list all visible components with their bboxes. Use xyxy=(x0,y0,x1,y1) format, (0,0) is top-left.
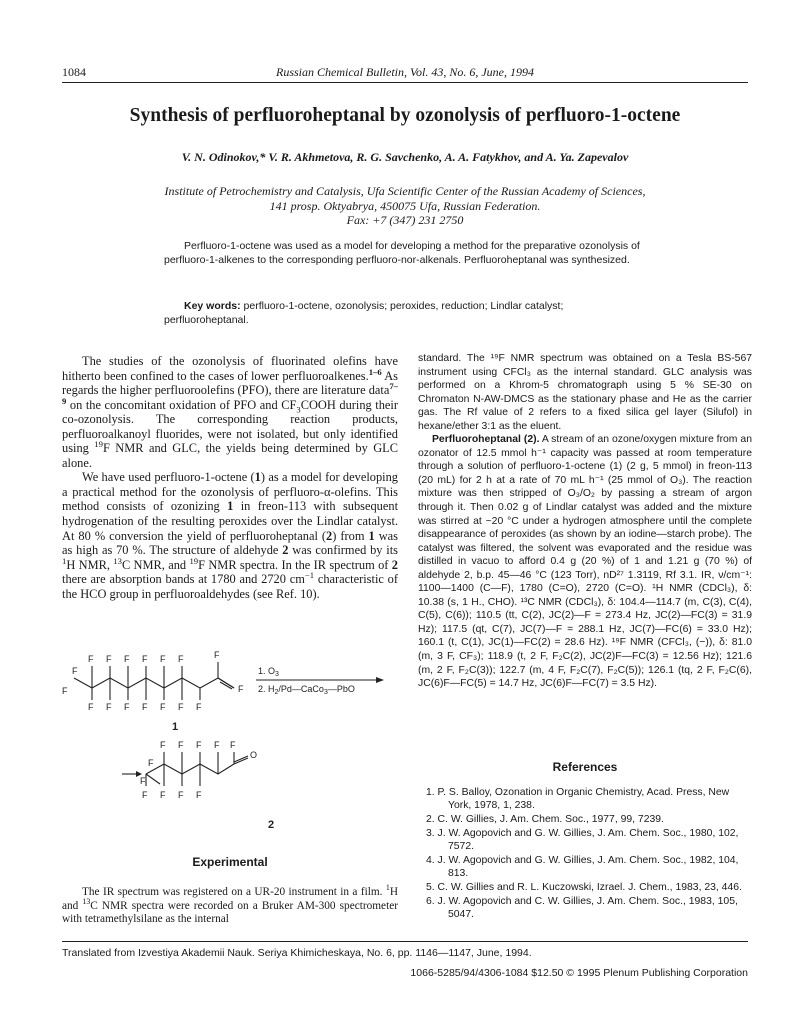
compound-2-fluorines xyxy=(140,740,257,800)
svg-text:F: F xyxy=(178,654,184,664)
methods-paragraph: standard. The ¹⁹F NMR spectrum was obtained on a Tesla BS-567 instrument using CFCl₃ as the internal standard. GLC analysis was performed on a Khrom-5 chromatograph using 5 % SE-30 on Chromaton N-AW-DMCS as the stationary phase and He as the carrier gas. The Rf value of 2 refers to a fixed silica gel layer (Silufol) in hexane/ether 3:1 as the eluent. xyxy=(418,353,752,432)
compound-2-skeleton xyxy=(146,752,248,786)
svg-text:F: F xyxy=(160,790,166,800)
svg-text:F: F xyxy=(178,702,184,712)
keywords-label: Key words: xyxy=(184,300,241,312)
svg-text:F: F xyxy=(178,790,184,800)
svg-text:F: F xyxy=(142,790,148,800)
reference-item: 6. J. W. Agopovich and C. W. Gillies, J. Am. Chem. Soc., 1983, 105, 5047. xyxy=(426,895,738,921)
svg-text:O: O xyxy=(250,750,258,760)
references-heading: References xyxy=(552,760,618,774)
reaction-scheme-svg xyxy=(62,648,398,838)
reference-item: 3. J. W. Agopovich and G. W. Gillies, J. Am. Chem. Soc., 1980, 102, 7572. xyxy=(426,827,739,853)
copyright-line: 1066-5285/94/4306-1084 $12.50 © 1995 Plenum Publishing Corporation xyxy=(410,967,748,979)
reference-item: 1. P. S. Balloy, Ozonation in Organic Chemistry, Acad. Press, New York, 1978, 1, 238. xyxy=(426,787,730,812)
compound-1-skeleton xyxy=(74,662,234,700)
reaction-scheme xyxy=(62,648,398,838)
svg-text:F: F xyxy=(140,776,146,786)
svg-text:F: F xyxy=(142,702,148,712)
reaction-conditions xyxy=(256,666,384,696)
paper-title: Synthesis of perfluoroheptanal by ozonolysis of perfluoro-1-octene xyxy=(129,105,681,126)
journal-info: Russian Chemical Bulletin, Vol. 43, No. 6, June, 1994 xyxy=(276,65,534,79)
svg-text:F: F xyxy=(214,740,220,750)
svg-text:F: F xyxy=(88,702,94,712)
translation-note: Translated from Izvestiya Akademii Nauk. Seriya Khimicheskaya, No. 6, pp. 1146—1147, June, 1994. xyxy=(62,947,532,959)
svg-text:F: F xyxy=(72,666,78,676)
keywords xyxy=(164,300,648,327)
svg-text:F: F xyxy=(214,650,220,660)
synthesis-label: Perfluoroheptanal (2). xyxy=(432,434,540,446)
svg-text:F: F xyxy=(88,654,94,664)
svg-text:F: F xyxy=(106,702,112,712)
abstract: Perfluoro-1-octene was used as a model for developing a method for the preparative ozonolysis of perfluoro-1-alkenes to the corresponding perfluoro-nor-alkenals. Perfluoroheptanal was synthesized. xyxy=(164,240,640,266)
svg-text:F: F xyxy=(124,654,130,664)
compound-1-fluorines xyxy=(62,650,244,712)
svg-text:F: F xyxy=(230,740,236,750)
experimental-heading: Experimental xyxy=(192,855,268,869)
svg-text:1. O3: 1. $O_3$ xyxy=(258,666,279,678)
header-rule xyxy=(62,82,748,83)
reference-item: 4. J. W. Agopovich and G. W. Gillies, J. Am. Chem. Soc., 1982, 104, 813. xyxy=(426,854,739,880)
continuation-arrow xyxy=(122,771,142,777)
affiliation xyxy=(120,184,690,228)
svg-text:F: F xyxy=(160,702,166,712)
svg-text:F: F xyxy=(196,702,202,712)
reference-item: 5. C. W. Gillies and R. L. Kuczowski, Izrael. J. Chem., 1983, 23, 446. xyxy=(426,882,742,894)
svg-text:F: F xyxy=(160,654,166,664)
svg-text:2. H2/Pd—CaCo3—PbO: 2. $H_2/Pd—CaCo_3—PbO$ xyxy=(258,684,355,696)
synthesis-paragraph: Perfluoroheptanal (2). A stream of an ozone/oxygen mixture from an ozonator of 12.5 mmol h⁻¹ capacity was passed at room temperature through a solution of perfluoro-1-octene (1) (2 g, 5 mmol) in freon-113 (20 mL) for 2 h at a rate of 70 mL h⁻¹ (25 mmol of O₃). The reaction mixture was then stripped of O₃/O₂ by passing a stream of argon through it. Then 0.02 g of Lindlar catalyst was added and the mixture was stirred at ~20 °C under a hydrogen atmosphere until the complete disappearance of peroxides (as shown by an iodine—starch probe). The catalyst was filtered, the solvent was evaporated and the residue was distilled in vacuo to afford 0.4 g (20 %) of 1 and 1.21 g (70 %) of aldehyde 2, b.p. 45—46 °C (123 Torr), nD²⁷ 1.3119, Rf 3.1. IR, ν/cm⁻¹: 1100—1400 (C—F), 1780 (C=O), 2720 (C=O). ¹H NMR (CDCl₃), δ: 10.38 (s, 1 H., CHO). ¹³C NMR (CDCl₃), δ: 104.4—114.7 (m, C(3), C(4), C(5), C(6)); 110.5 (tt, C(2), JC(2)—F = 273.4 Hz, JC(2)—FC(3) = 31.9 Hz); 117.5 (qt, C(7), JC(7)—F = 288.1 Hz, JC(7)—FC(6) = 33.0 Hz); 160.1 (t, C(1), JC(1)—FC(2) = 28.6 Hz). ¹⁹F NMR (CFCl₃, (−)), δ: 81.0 (m, 3 F, CF₃); 118.9 (t, 2 F, F₂C(2), JC(2)F—FC(3) = 12.56 Hz); 121.6 (m, 2 F, F₂C(3)); 122.7 (m, 4 F, F₂C(7), F₂C(5)); 126.1 (tq, 2 F, F₂C(6), JC(6)F—FC(5) = 14.7 Hz, JC(6)F—FC(7) = 3.5 Hz). xyxy=(418,434,752,690)
svg-text:F: F xyxy=(106,654,112,664)
svg-text:F: F xyxy=(160,740,166,750)
affiliation-address: 141 prosp. Oktyabrya, 450075 Ufa, Russian Federation. xyxy=(269,198,541,213)
experimental-paragraph: The IR spectrum was registered on a UR-20 instrument in a film. $^1$H and $^{13}$C NMR spectra were recorded on a Bruker AM-300 spectrometer with tetramethylsilane as the internal xyxy=(62,883,398,925)
keywords-text: perfluoro-1-octene, ozonolysis; peroxides, reduction; Lindlar catalyst; perfluoroheptanal. xyxy=(164,300,564,326)
svg-text:F: F xyxy=(142,654,148,664)
svg-text:F: F xyxy=(196,790,202,800)
svg-text:F: F xyxy=(62,686,68,696)
running-head xyxy=(62,64,748,80)
references-list xyxy=(418,786,752,922)
affiliation-fax: Fax: +7 (347) 231 2750 xyxy=(346,213,464,227)
reaction-arrowhead xyxy=(376,677,384,683)
footer-rule xyxy=(62,941,748,942)
svg-text:F: F xyxy=(238,684,244,694)
body-left-column xyxy=(62,354,398,601)
svg-text:F: F xyxy=(178,740,184,750)
intro-paragraph-1: The studies of the ozonolysis of fluorinated olefins have hitherto been confined to the cases of lower perfluoroalkenes.$^{1-6}$ As regards the higher perfluoroolefins (PFO), there are literature data$^{7-9}$ on the concomitant oxidation of PFO and $CF_3COOH$ during their co-ozonolysis. The corresponding reaction products, perfluoroalkanoyl fluorides, were not isolated, but only identified using $^{19}$F NMR and GLC, the yields being determined by GLC alone. xyxy=(62,354,398,470)
intro-paragraph-2: We have used perfluoro-1-octene (1) as a model for developing a practical method for the ozonolysis of perfluoro-α-olefins. This method consists of ozonizing 1 in freon-113 with subsequent hydrogenation of the resulting peroxides over the Lindlar catalyst. At 80 % conversion the yield of perfluoroheptanal (2) from 1 was as high as 70 %. The structure of aldehyde 2 was confirmed by its $^1$H NMR, $^{13}$C NMR, and $^{19}$F NMR spectra. In the IR spectrum of 2 there are absorption bands at 1780 and 2720 $cm^{-1}$ characteristic of the HCO group in perfluoroaldehydes (see Ref. 10). xyxy=(62,470,399,601)
author-list: V. N. Odinokov,* V. R. Akhmetova, R. G. Savchenko, A. A. Fatykhov, and A. Ya. Zapevalov xyxy=(181,150,629,164)
body-right-column xyxy=(418,352,752,691)
compound-1-label: 1 xyxy=(172,721,179,733)
page-number: 1084 xyxy=(62,65,86,79)
svg-text:F: F xyxy=(124,702,130,712)
reference-item: 2. C. W. Gillies, J. Am. Chem. Soc., 1977, 99, 7239. xyxy=(426,814,664,826)
svg-text:F: F xyxy=(148,758,154,768)
compound-2-label: 2 xyxy=(268,819,275,831)
svg-text:F: F xyxy=(196,740,202,750)
affiliation-institute: Institute of Petrochemistry and Catalysis, Ufa Scientific Center of the Russian Academy of Sciences, xyxy=(164,184,646,198)
